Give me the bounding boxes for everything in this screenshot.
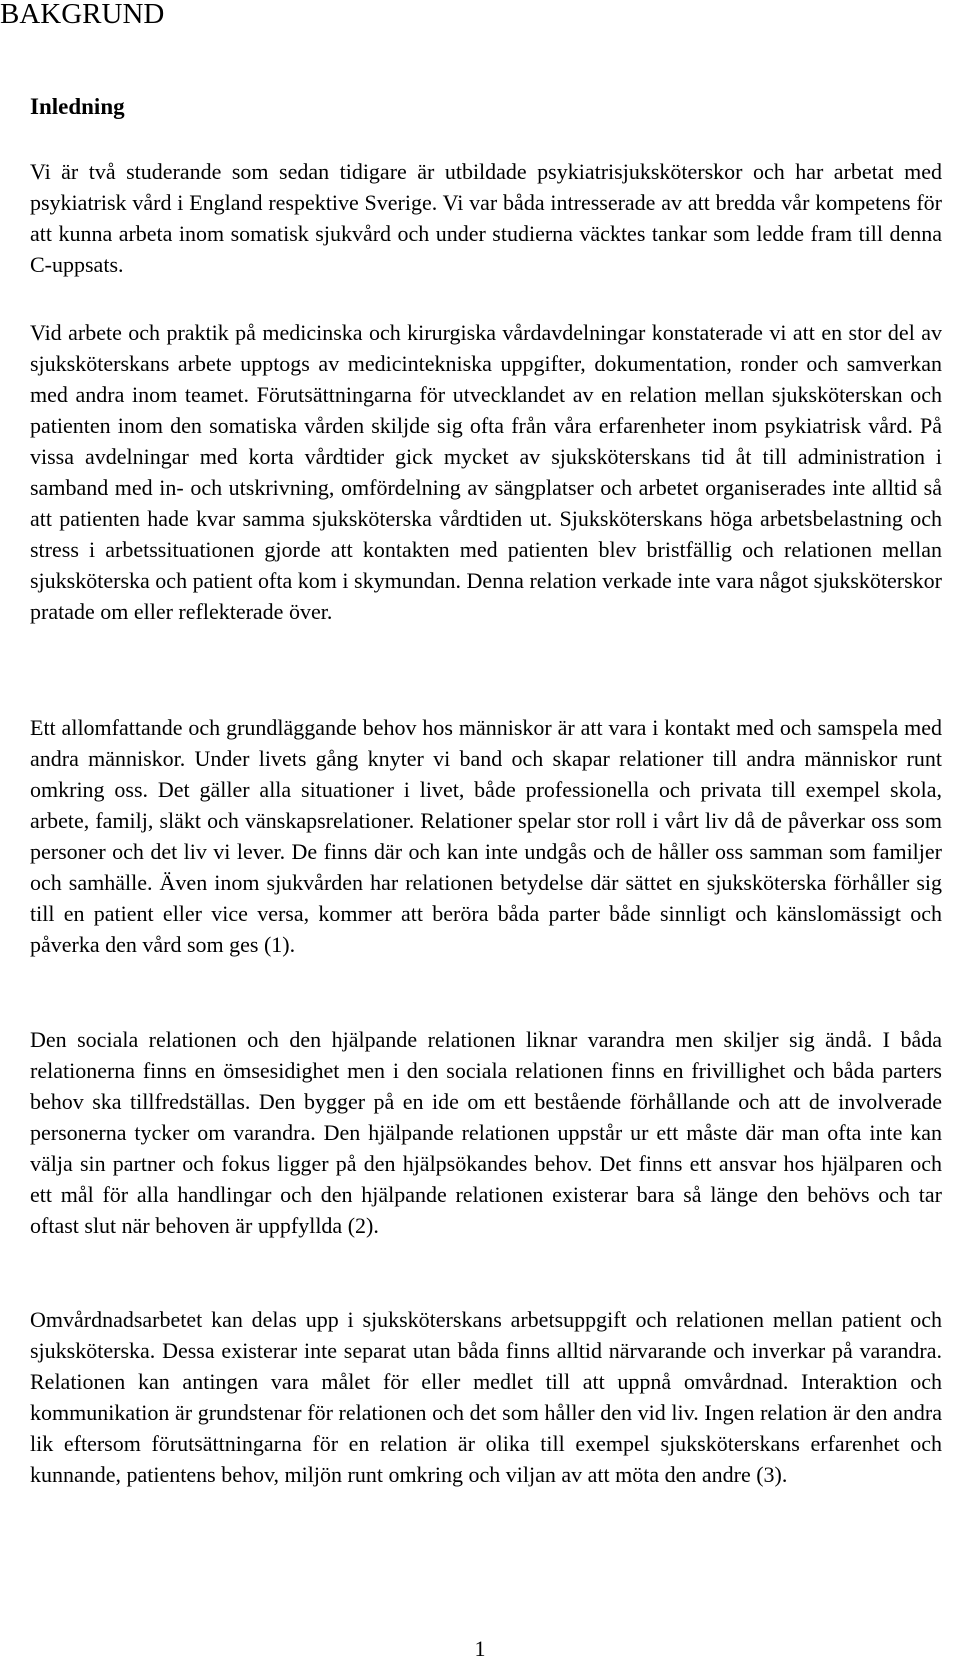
paragraph: Ett allomfattande och grundläggande behov hos människor är att vara i kontakt med och samspela med andra människor. Under livets gång knyter vi band och skapar relationer till andra människor runt omkring oss. Det gäller alla situationer i livet, både professionella och privata till exempel skola, arbete, familj, släkt och vänskapsrelationer. Relationer spelar stor roll i vårt liv då de påverkar oss som personer och det liv vi lever. De finns där och kan inte undgås och de håller oss samman som familjer och samhälle. Även inom sjukvården har relationen betydelse där sättet en sjuksköterska förhåller sig till en patient eller vice versa, kommer att beröra båda parter både sinnligt och känslomässigt och påverka den vård som ges (1).	[30, 715, 942, 957]
section-title: BAKGRUND	[0, 0, 165, 30]
paragraph: Vid arbete och praktik på medicinska och kirurgiska vårdavdelningar konstaterade vi att en stor del av sjuksköterskans arbete upptogs av medicintekniska uppgifter, dokumentation, ronder och samverkan med andra inom teamet. Förutsättningarna för utvecklandet av en relation mellan sjuksköterskan och patienten inom den somatiska vården skiljde sig ofta från våra erfarenheter inom psykiatrisk vård. På vissa avdelningar med korta vårdtider gick mycket av sjuksköterskans tid åt till administration i samband med in- och utskrivning, omfördelning av sängplatser och arbetet organiserades inte alltid så att patienten hade kvar samma sjuksköterska vårdtiden ut. Sjuksköterskans höga arbetsbelastning och stress i arbetssituationen gjorde att kontakten med patienten blev bristfällig och relationen mellan sjuksköterska och patient ofta kom i skymundan. Denna relation verkade inte vara något sjuksköterskor pratade om eller reflekterade över.	[30, 320, 942, 624]
paragraph: Vi är två studerande som sedan tidigare är utbildade psykiatrisjuksköterskor och har arbetat med psykiatrisk vård i England respektive Sverige. Vi var båda intresserade av att bredda vår kompetens för att kunna arbeta inom somatisk sjukvård och under studierna väcktes tankar som ledde fram till denna C-uppsats.	[30, 159, 942, 277]
page-number: 1	[474, 1636, 486, 1661]
subsection-title: Inledning	[30, 94, 125, 119]
paragraph: Den sociala relationen och den hjälpande relationen liknar varandra men skiljer sig ändå. I båda relationerna finns en ömsesidighet men i den sociala relationen finns en frivillighet och båda parters behov ska tillfredställas. Den bygger på en ide om ett bestående förhållande och att de involverade personerna tycker om varandra. Den hjälpande relationen uppstår ur ett måste där man ofta inte kan välja sin partner och fokus ligger på den hjälpsökandes behov. Det finns ett ansvar hos hjälparen och ett mål för alla handlingar och den hjälpande relationen existerar bara så länge den behövs och tar oftast slut när behoven är uppfyllda (2).	[30, 1027, 942, 1238]
paragraph: Omvårdnadsarbetet kan delas upp i sjuksköterskans arbetsuppgift och relationen mellan patient och sjuksköterska. Dessa existerar inte separat utan båda finns alltid närvarande och inverkar på varandra. Relationen kan antingen vara målet för eller medlet till att uppnå omvårdnad. Interaktion och kommunikation är grundstenar för relationen och det som håller den vid liv. Ingen relation är den andra lik eftersom förutsättningarna för en relation är olika till exempel sjuksköterskans erfarenhet och kunnande, patientens behov, miljön runt omkring och viljan av att möta den andre (3).	[30, 1307, 942, 1487]
